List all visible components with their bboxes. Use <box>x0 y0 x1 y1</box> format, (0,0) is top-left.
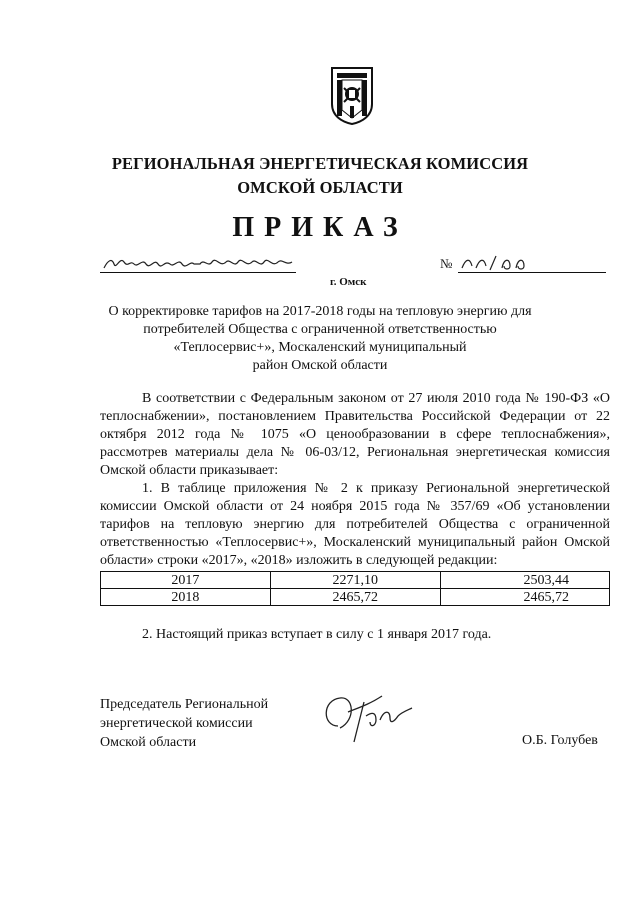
document-title: ПРИКАЗ <box>232 212 408 243</box>
signatory-position-line3: Омской области <box>100 735 197 750</box>
date-underline <box>100 272 296 273</box>
paragraph-item-2 <box>100 626 610 644</box>
signatory-name: О.Б. Голубев <box>522 733 598 748</box>
paragraph-item-1-text: 1. В таблице приложения № 2 к приказу Региональной энергетической комиссии Омской области от 24 ноября 2015 года № 357/69 «Об установлении тарифов на тепловую энергию для потребителей Общества с ограниченной ответственностью «Теплосервис+», Москаленский муниципальный район Омской области» строки «2017», «2018» изложить в следующей редакции: <box>100 481 610 568</box>
signatory-position-line2: энергетической комиссии <box>100 716 253 731</box>
paragraph-item-2-text: 2. Настоящий приказ вступает в силу с 1 января 2017 года. <box>142 627 492 642</box>
handwritten-signature <box>318 686 414 748</box>
table-cell-tariff: 2271,10 <box>270 572 440 589</box>
table-cell-year: 2018 <box>101 589 271 606</box>
handwritten-number <box>458 250 548 274</box>
tariff-table <box>100 571 610 606</box>
table-cell-year: 2017 <box>101 572 271 589</box>
number-underline <box>458 272 606 273</box>
paragraph-preamble <box>100 390 610 480</box>
subject-line4: район Омской области <box>252 358 388 373</box>
paragraph-item-1 <box>100 480 610 570</box>
subject-line3: «Теплосервис+», Москаленский муниципальный <box>173 340 467 355</box>
handwritten-date <box>102 250 298 274</box>
table-cell-tariff: 2503,44 <box>440 572 609 589</box>
signatory-position-line1: Председатель Региональной <box>100 697 269 712</box>
subject-line1: О корректировке тарифов на 2017-2018 годы на тепловую энергию для <box>108 304 532 319</box>
city-label: г. Омск <box>330 276 367 288</box>
table-row <box>101 572 610 589</box>
table-cell-tariff: 2465,72 <box>440 589 609 606</box>
subject-line2: потребителей Общества с ограниченной ответственностью <box>143 322 497 337</box>
number-sign: № <box>440 256 453 271</box>
table-row <box>101 589 610 606</box>
coat-of-arms-emblem <box>330 66 374 126</box>
paragraph-preamble-text: В соответствии с Федеральным законом от 27 июля 2010 года № 190-ФЗ «О теплоснабжении», постановлением Правительства Российской Федерации от 22 октября 2012 года № 1075 «О ценообразовании в сфере теплоснабжения», рассмотрев материалы дела № 06-03/12, Региональная энергетическая комиссия Омской области приказывает: <box>100 391 610 478</box>
table-cell-tariff: 2465,72 <box>270 589 440 606</box>
organization-name-line1: РЕГИОНАЛЬНАЯ ЭНЕРГЕТИЧЕСКАЯ КОМИССИЯ <box>111 154 529 173</box>
organization-name-line2: ОМСКОЙ ОБЛАСТИ <box>237 178 403 197</box>
